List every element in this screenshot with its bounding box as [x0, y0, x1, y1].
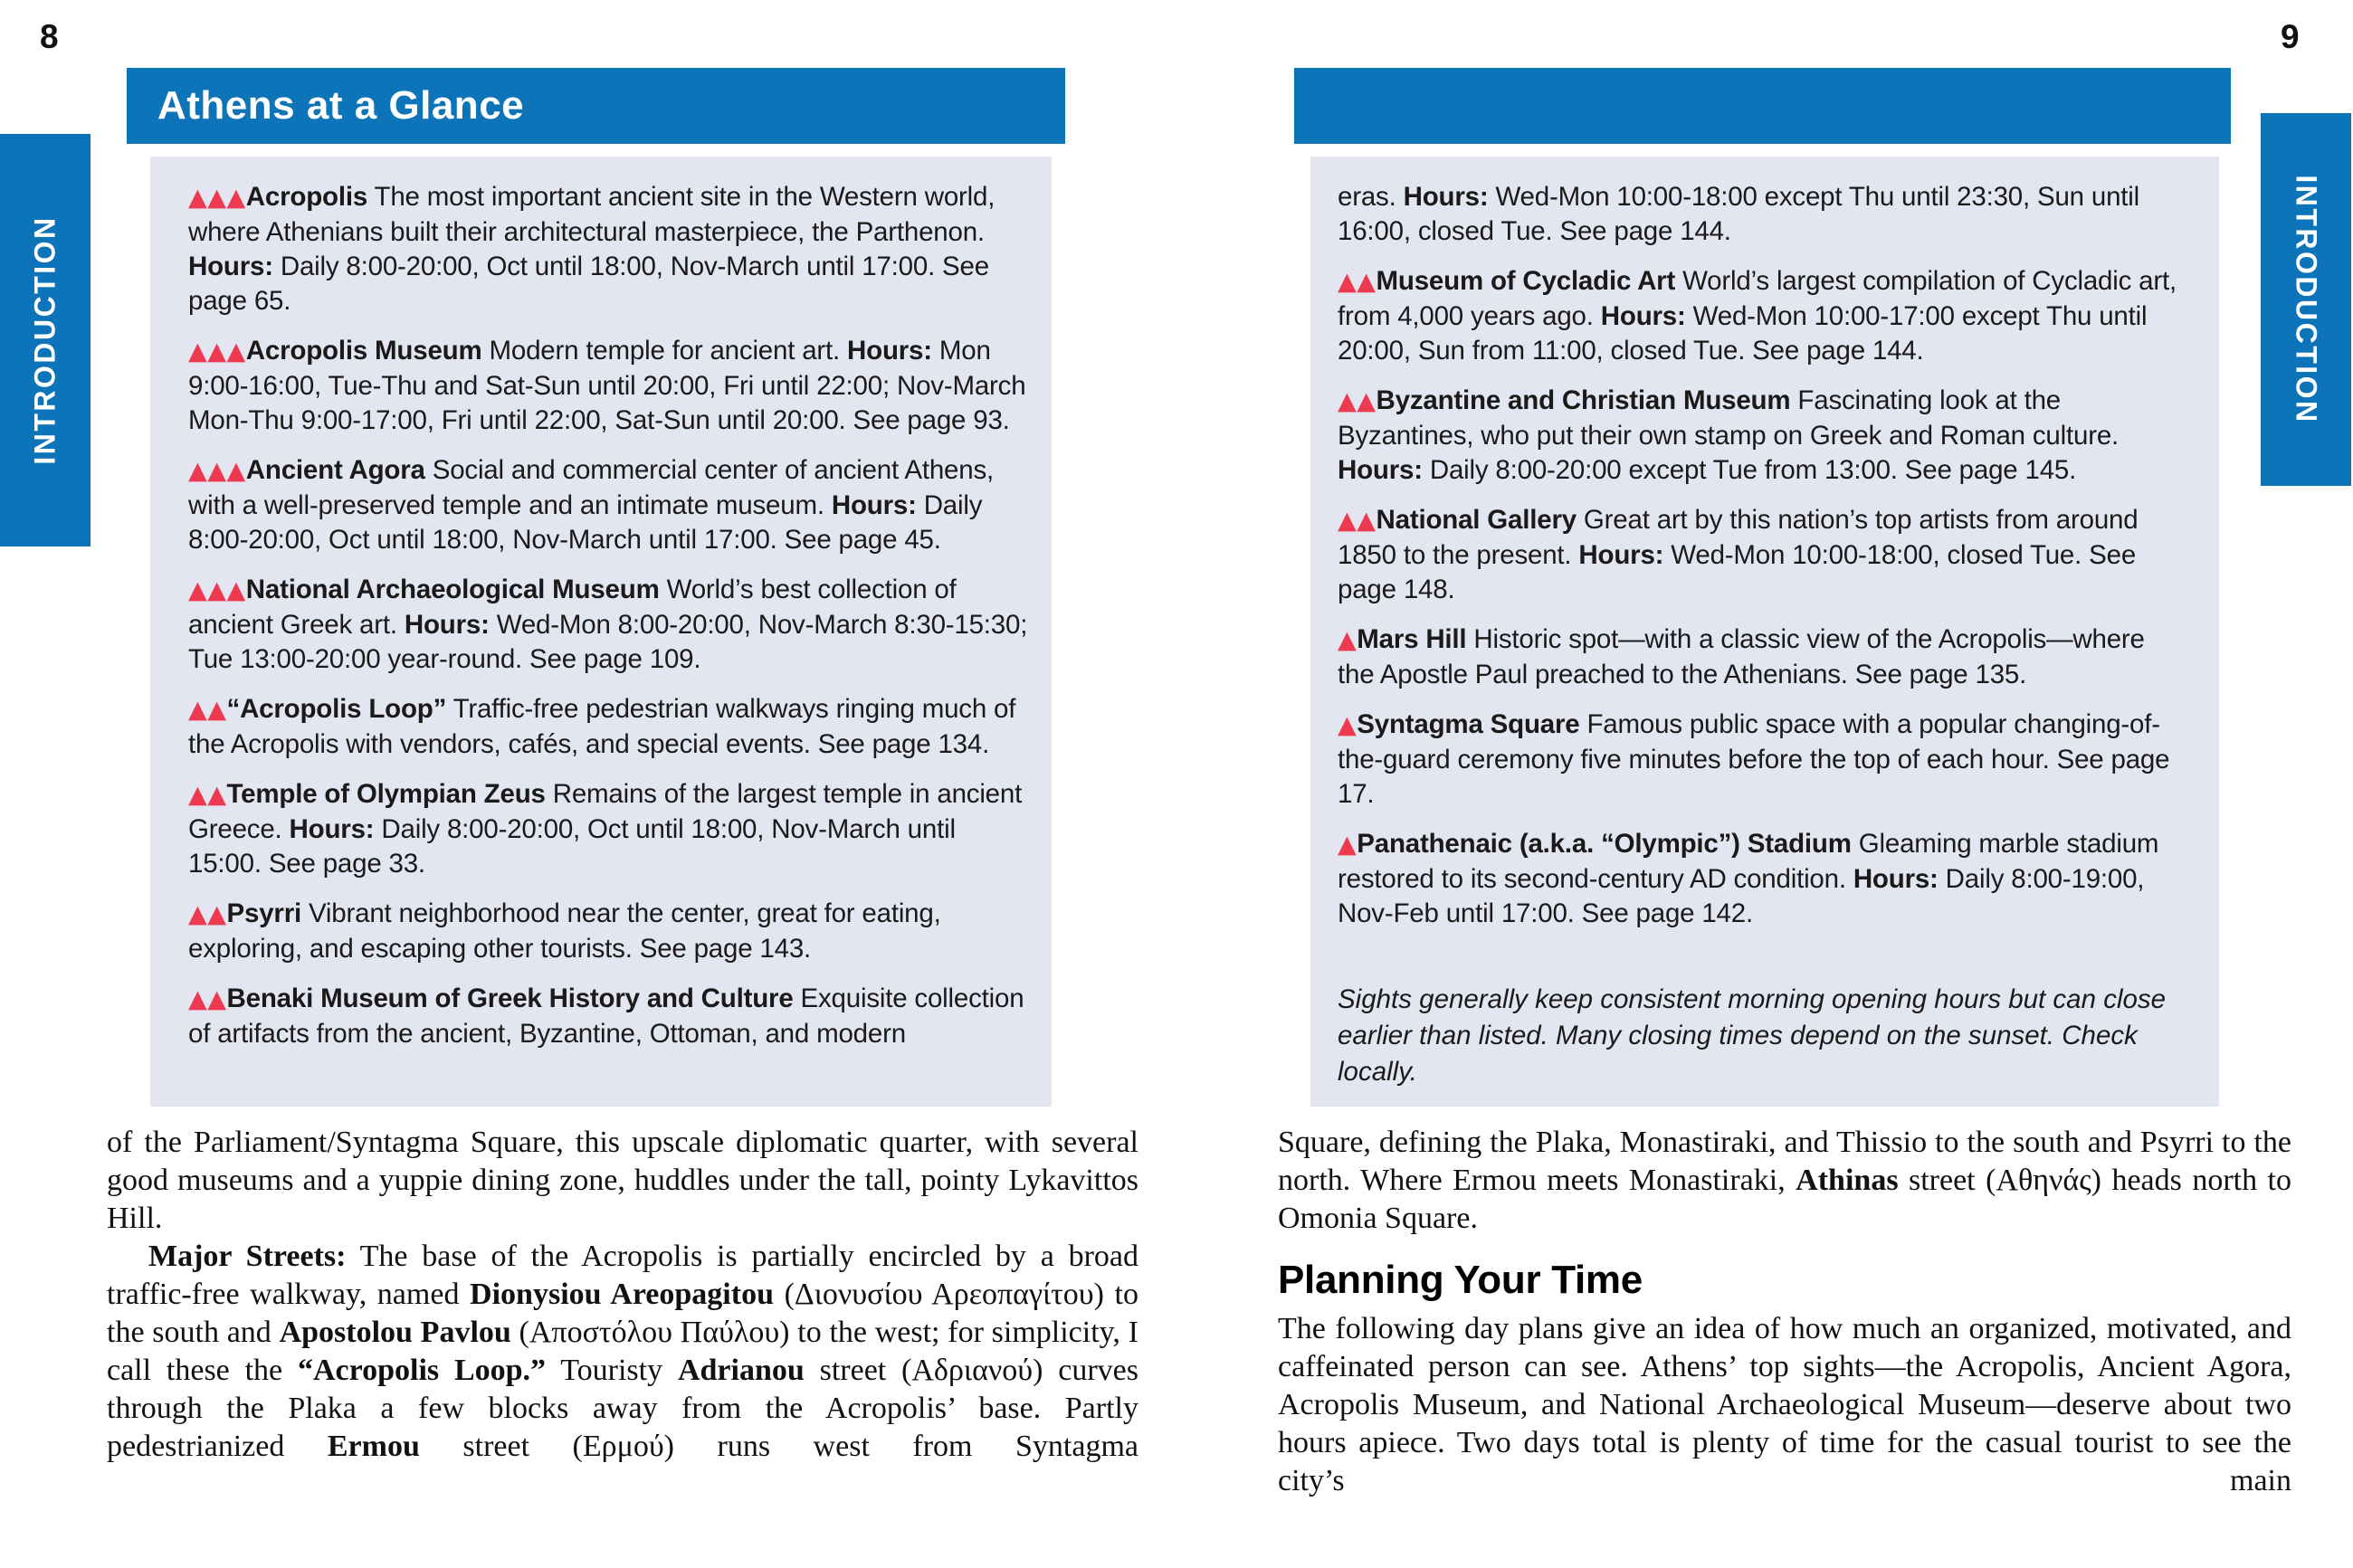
glance-entry — [188, 777, 1028, 881]
sight-name: Acropolis Museum — [245, 336, 482, 366]
text-run: Daily 8:00-20:00, Oct until 18:00, Nov-March until 17:00. See page 65. — [188, 252, 989, 316]
glance-entry — [1338, 827, 2177, 931]
text-run: Social and commercial center of ancient Athens, with a well-preserved temple and an intimate museum. — [188, 455, 994, 520]
sight-name: National Gallery — [1376, 505, 1577, 535]
paragraph — [107, 1124, 1138, 1238]
paragraph — [1278, 1310, 2291, 1500]
glance-entry — [188, 334, 1028, 438]
rating-triangles-icon: ▲▲▲ — [188, 576, 246, 604]
glance-entry — [1338, 180, 2177, 249]
rating-triangles-icon: ▲▲ — [1338, 387, 1377, 415]
sight-name: Mars Hill — [1357, 624, 1467, 654]
text-run: Mon 9:00-16:00, Tue-Thu and Sat-Sun until 20:00, Fri until 22:00; Nov-March Mon-Thu 9:00-17:00, Fri until 22:00, Sat-Sun until 20:00. See page 93. — [188, 336, 1026, 435]
text-run: Traffic-free pedestrian walkways ringing much of the Acropolis with vendors, cafés, and special events. See page 134. — [188, 694, 1016, 759]
rating-triangles-icon: ▲▲ — [188, 781, 227, 809]
glance-box-left — [150, 157, 1052, 1107]
rating-triangles-icon: ▲ — [1338, 711, 1358, 739]
sight-name: Benaki Museum of Greek History and Culture — [226, 984, 794, 1013]
text-run: Daily 8:00-20:00 except Tue from 13:00. See page 145. — [1422, 455, 2077, 485]
page-number-right: 9 — [2281, 18, 2300, 55]
sidebar-tab-introduction-left — [0, 134, 90, 546]
text-run: Wed-Mon 8:00-20:00, Nov-March 8:30-15:30; Tue 13:00-20:00 year-round. See page 109. — [188, 610, 1028, 674]
sidebar-tab-introduction-right — [2261, 113, 2351, 486]
text-run: Gleaming marble stadium restored to its second-century AD condition. — [1338, 829, 2159, 894]
sight-name: Acropolis — [245, 182, 368, 212]
rating-triangles-icon: ▲▲ — [188, 985, 227, 1013]
text-run: Wed-Mon 10:00-18:00 except Thu until 23:30, Sun until 16:00, closed Tue. See page 144. — [1338, 182, 2139, 246]
glance-header-bar — [127, 68, 1065, 144]
rating-triangles-icon: ▲▲▲ — [188, 184, 246, 212]
text-run: Ermou — [327, 1430, 420, 1463]
sidebar-tab-label: INTRODUCTION — [2290, 175, 2323, 424]
rating-triangles-icon: ▲▲▲ — [188, 337, 246, 366]
text-run: Adrianou — [677, 1354, 805, 1387]
sight-name: Panathenaic (a.k.a. “Olympic”) Stadium — [1357, 829, 1852, 859]
text-run: Vibrant neighborhood near the center, great for eating, exploring, and escaping other tourists. See page 143. — [188, 898, 941, 964]
text-run: Modern temple for ancient art. — [481, 336, 848, 366]
rating-triangles-icon: ▲▲ — [188, 696, 227, 724]
text-run: street (Ερμού) runs west from Syntagma — [419, 1430, 1138, 1463]
glance-entries-right — [1338, 180, 2177, 931]
sight-name: Psyrri — [226, 898, 301, 928]
glance-box-right — [1310, 157, 2219, 1107]
glance-entry — [188, 573, 1028, 677]
glance-header-bar-continuation — [1294, 68, 2231, 144]
text-run: Hours: — [404, 610, 490, 640]
paragraph — [107, 1238, 1138, 1466]
text-run: of the Parliament/Syntagma Square, this upscale diplomatic quarter, with several good museums and a yuppie dining zone, huddles under the tall, pointy Lykavittos Hill. — [107, 1126, 1138, 1235]
glance-note: Sights generally keep consistent morning opening hours but can close earlier than listed. Many closing times depend on the sunset. Check locally. — [1338, 984, 2167, 1087]
glance-entry — [188, 982, 1028, 1051]
rating-triangles-icon: ▲▲ — [188, 900, 227, 928]
sight-name: Syntagma Square — [1357, 709, 1580, 739]
text-run: Hours: — [1403, 182, 1489, 212]
text-run: Hours: — [1338, 455, 1423, 485]
rating-triangles-icon: ▲▲ — [1338, 268, 1377, 296]
text-run: Square, defining the Plaka, Monastiraki, and Thissio to the south and Psyrri to the north. Where Ermou meets Monastiraki, — [1278, 1126, 2291, 1197]
paragraph — [1278, 1124, 2291, 1238]
text-run: Remains of the largest temple in ancient Greece. — [188, 779, 1023, 844]
glance-entries-left — [188, 180, 1028, 1051]
text-run: Hours: — [1600, 301, 1686, 331]
rating-triangles-icon: ▲▲▲ — [188, 457, 246, 485]
text-run: (Αποστόλου Παύλου) to the west; for simplicity, I call these the — [107, 1316, 1138, 1387]
text-run: The base of the Acropolis is partially encircled by a broad traffic-free walkway, named — [107, 1240, 1138, 1311]
section-heading-planning-your-time: Planning Your Time — [1278, 1258, 1643, 1302]
sight-name: Byzantine and Christian Museum — [1376, 385, 1791, 415]
page-number-left: 8 — [40, 18, 59, 55]
text-run: Dionysiou Areopagitou — [470, 1278, 774, 1311]
sight-name: Museum of Cycladic Art — [1376, 266, 1676, 296]
text-run: Fascinating look at the Byzantines, who put their own stamp on Greek and Roman culture. — [1338, 385, 2120, 451]
text-run: Athinas — [1796, 1164, 1899, 1197]
glance-header-title: Athens at a Glance — [157, 83, 525, 128]
rating-triangles-icon: ▲ — [1338, 831, 1358, 859]
text-run: Major Streets: — [148, 1240, 347, 1273]
glance-entry — [188, 453, 1028, 557]
text-run: Daily 8:00-20:00, Oct until 18:00, Nov-March until 17:00. See page 45. — [188, 490, 983, 555]
glance-entry — [188, 692, 1028, 762]
sidebar-tab-label: INTRODUCTION — [28, 215, 62, 465]
text-run: Daily 8:00-20:00, Oct until 18:00, Nov-March until 15:00. See page 33. — [188, 814, 956, 879]
rating-triangles-icon: ▲▲ — [1338, 507, 1377, 535]
glance-entry — [1338, 384, 2177, 488]
body-text-right — [1278, 1124, 2291, 1500]
rating-triangles-icon: ▲ — [1338, 626, 1358, 654]
sight-name: Temple of Olympian Zeus — [226, 779, 546, 809]
text-run: eras. — [1338, 182, 1404, 212]
text-run: Hours: — [831, 490, 917, 520]
text-run: Wed-Mon 10:00-17:00 except Thu until 20:00, Sun from 11:00, closed Tue. See page 144. — [1338, 301, 2148, 366]
sight-name: “Acropolis Loop” — [226, 694, 447, 724]
glance-entry — [1338, 708, 2177, 812]
body-text-left — [107, 1124, 1138, 1466]
glance-entry — [188, 180, 1028, 318]
text-run: World’s best collection of ancient Greek art. — [188, 575, 957, 640]
text-run: Daily 8:00-19:00, Nov-Feb until 17:00. See page 142. — [1338, 864, 2145, 928]
text-run: Famous public space with a popular changing-of-the-guard ceremony five minutes before the top of each hour. See page 17. — [1338, 709, 2170, 809]
text-run: The following day plans give an idea of how much an organized, motivated, and caffeinated person can see. Athens’ top sights—the Acropolis, Ancient Agora, Acropolis Museum, and National Archaeological Museum—deserve about two hours apiece. Two days total is plenty of time for the casual tourist to see the city’s main — [1278, 1312, 2291, 1497]
glance-entry — [188, 897, 1028, 966]
text-run: The most important ancient site in the Western world, where Athenians built their architectural masterpiece, the Parthenon. — [188, 182, 996, 247]
glance-entry — [1338, 503, 2177, 607]
text-run: Hours: — [289, 814, 375, 844]
text-run: Hours: — [1853, 864, 1939, 894]
text-run: “Acropolis Loop.” — [297, 1354, 547, 1387]
sight-name: Ancient Agora — [245, 455, 425, 485]
text-run: Hours: — [847, 336, 932, 366]
text-run: Hours: — [188, 252, 273, 281]
text-run: Historic spot—with a classic view of the Acropolis—where the Apostle Paul preached to the Athenians. See page 135. — [1338, 624, 2145, 689]
text-run: Hours: — [1578, 540, 1664, 570]
glance-entry — [1338, 264, 2177, 368]
sight-name: National Archaeological Museum — [245, 575, 660, 604]
text-run: street (Αθηνάς) heads north to Omonia Square. — [1278, 1164, 2291, 1235]
text-run: street (Αδριανού) curves through the Plaka a few blocks away from the Acropolis’ base. Partly pedestrianized — [107, 1354, 1138, 1463]
glance-entry — [1338, 622, 2177, 692]
text-run: (Διονυσίου Αρεοπαγίτου) to the south and — [107, 1278, 1138, 1349]
text-run: Wed-Mon 10:00-18:00, closed Tue. See page 148. — [1338, 540, 2137, 604]
text-run: Great art by this nation’s top artists from around 1850 to the present. — [1338, 505, 2139, 570]
text-run: Apostolou Pavlou — [279, 1316, 511, 1349]
text-run: World’s largest compilation of Cycladic art, from 4,000 years ago. — [1338, 266, 2177, 331]
text-run: Touristy — [546, 1354, 678, 1387]
text-run: Exquisite collection of artifacts from the ancient, Byzantine, Ottoman, and modern — [188, 984, 1024, 1049]
